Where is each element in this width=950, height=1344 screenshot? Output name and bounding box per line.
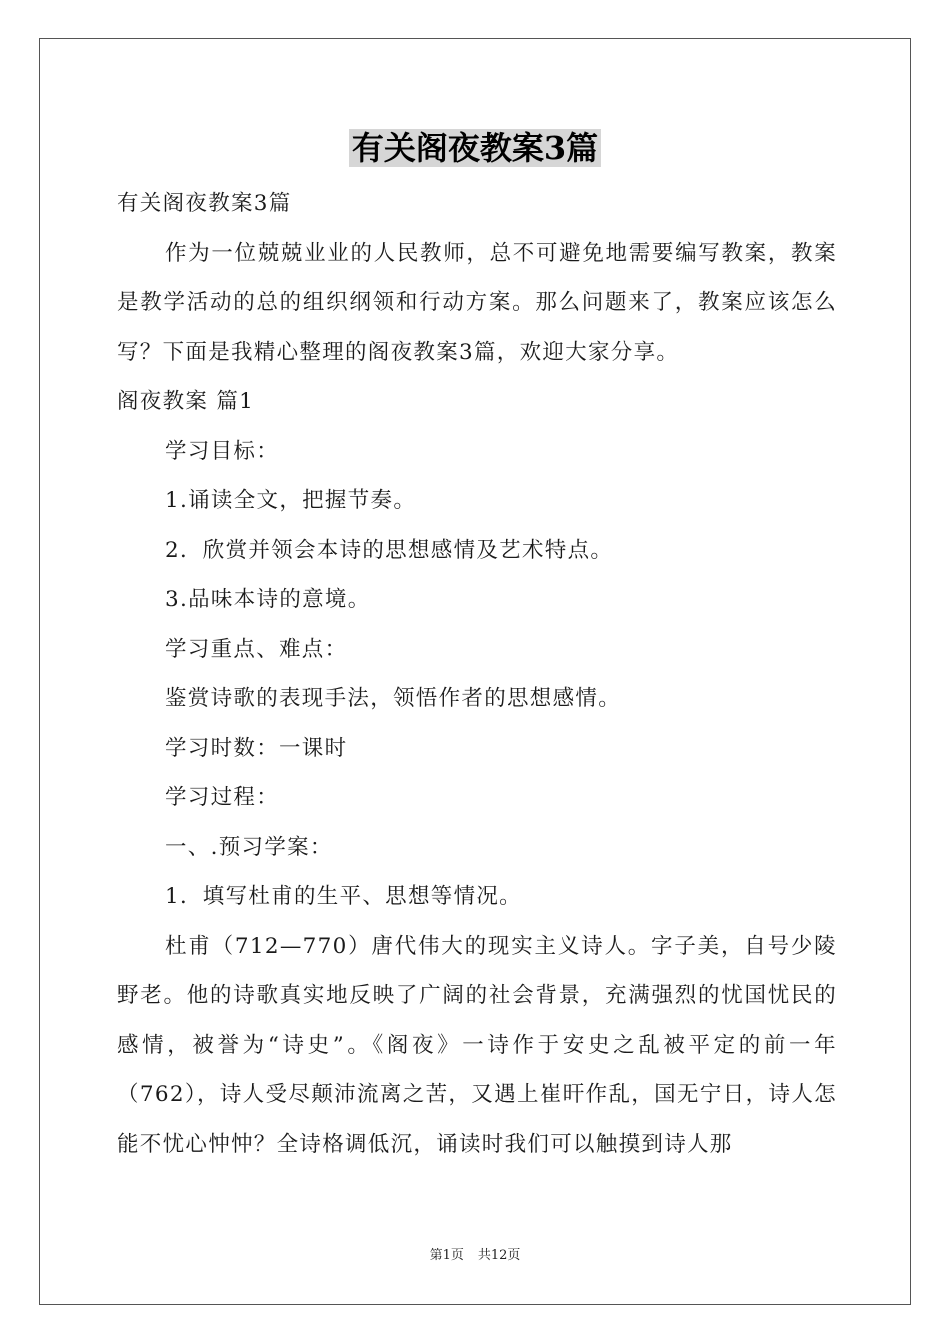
paragraph-preview-item-1: 1．填写杜甫的生平、思想等情况。 — [165, 884, 522, 909]
document-title-text: 有关阁夜教案3篇 — [349, 129, 601, 167]
page-number: 第1页 — [429, 1248, 464, 1263]
page-total: 共12页 — [477, 1248, 521, 1263]
paragraph-duration: 学习时数：一课时 — [165, 735, 348, 761]
paragraph-key-points: 鉴赏诗歌的表现手法，领悟作者的思想感情。 — [165, 686, 622, 711]
document-title — [0, 126, 950, 170]
paragraph-objectives-label: 学习目标： — [165, 438, 280, 464]
paragraph-process-label: 学习过程： — [165, 785, 280, 810]
subtitle-line: 有关阁夜教案3篇 — [117, 191, 292, 216]
paragraph-key-points-label: 学习重点、难点： — [165, 636, 348, 662]
page-footer — [0, 1246, 950, 1266]
intro-paragraph: 作为一位兢兢业业的人民教师，总不可避免地需要编写教案，教案是教学活动的总的组织纲领和行动方案。那么问题来了，教案应该怎么写？下面是我精心整理的阁夜教案3篇，欢迎大家分享。 — [117, 240, 837, 365]
paragraph-objective-3: 3.品味本诗的意境。 — [165, 587, 371, 612]
paragraph-preview-label: 一、.预习学案： — [165, 834, 333, 860]
document-body — [117, 179, 837, 1169]
paragraph-objective-1: 1.诵读全文，把握节奏。 — [165, 488, 417, 513]
paragraph-du-fu-bio: 杜甫（712—770）唐代伟大的现实主义诗人。字子美，自号少陵野老。他的诗歌真实地反映了广阔的社会背景，充满强烈的忧国忧民的感情，被誉为“诗史”。《阁夜》一诗作于安史之乱被平定的前一年（762），诗人受尽颠沛流离之苦，又遇上崔旰作乱，国无宁日，诗人怎能不忧心忡忡？全诗格调低沉，诵读时我们可以触摸到诗人那 — [117, 933, 837, 1157]
paragraph-objective-2: 2．欣赏并领会本诗的思想感情及艺术特点。 — [165, 537, 614, 563]
section-heading: 阁夜教案 篇1 — [117, 389, 255, 414]
